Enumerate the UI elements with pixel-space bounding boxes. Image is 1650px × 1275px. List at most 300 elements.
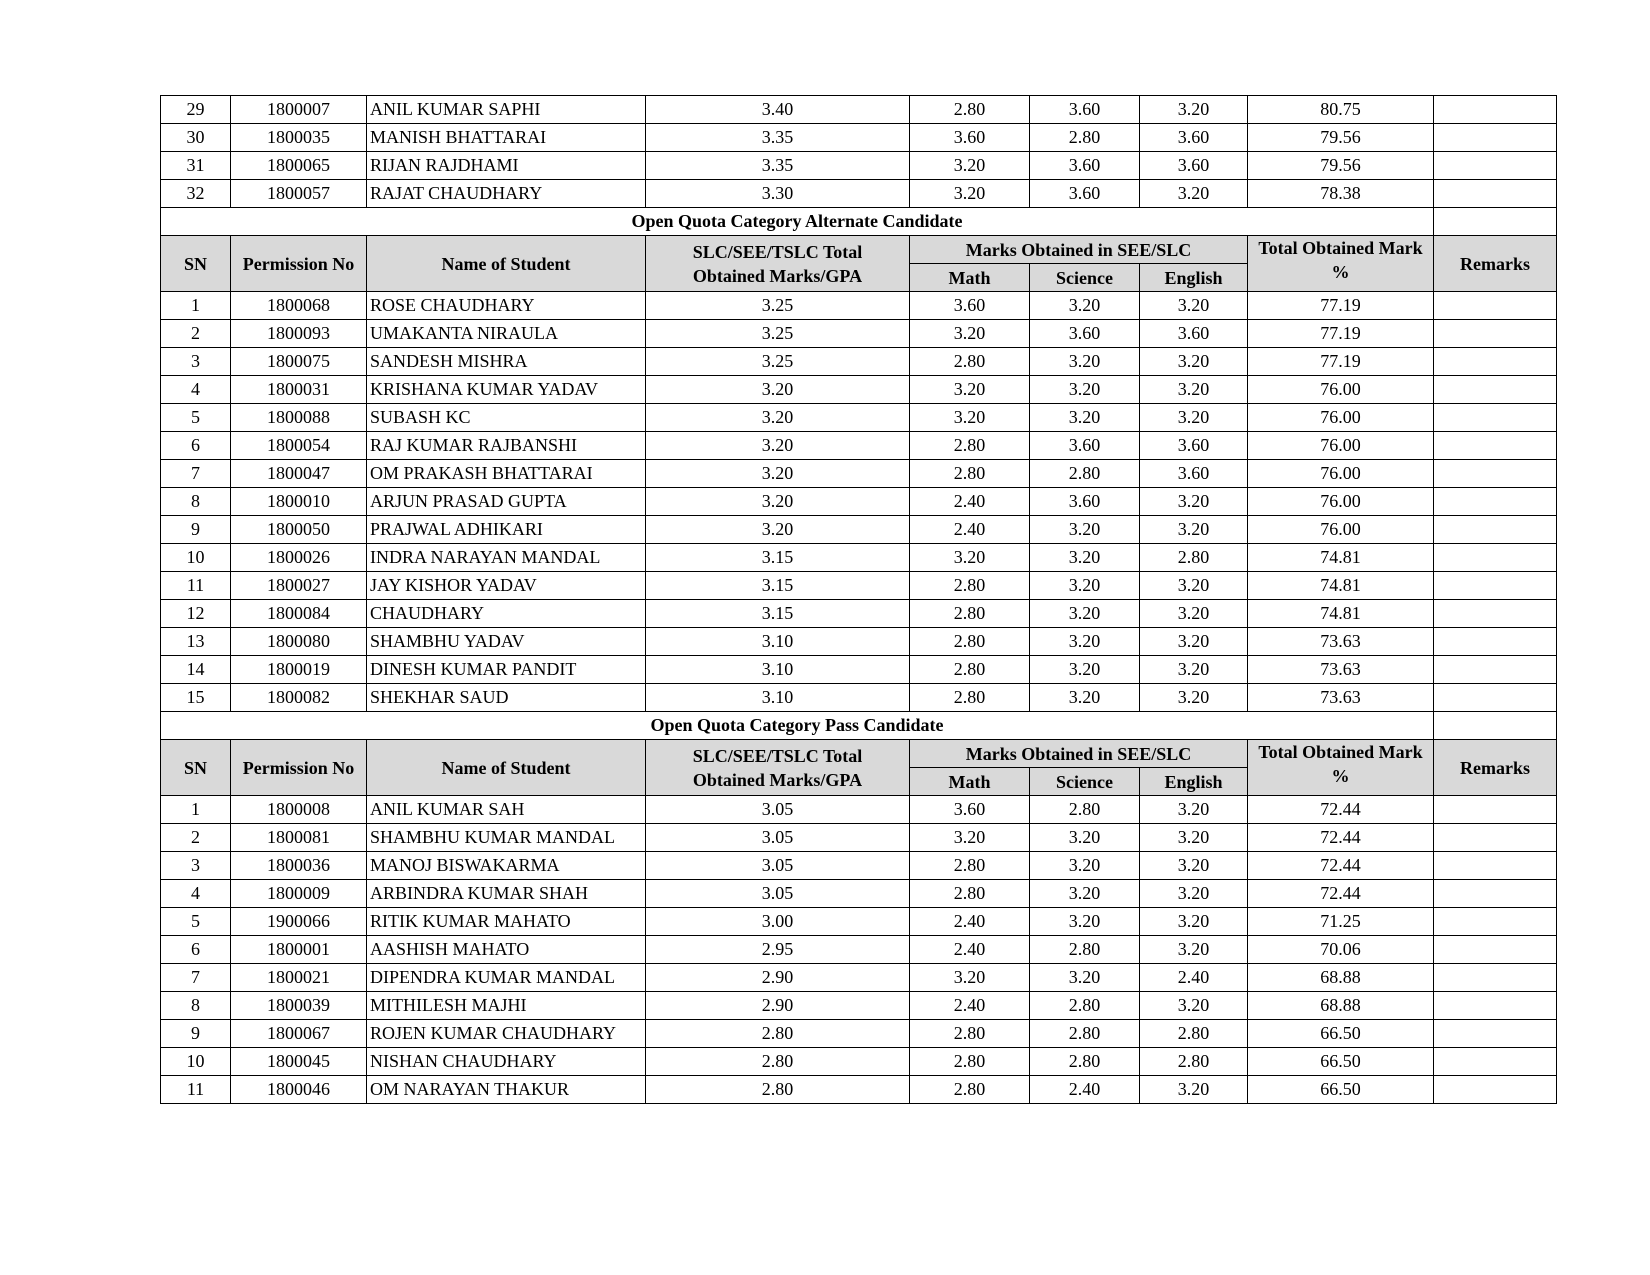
math-cell: 2.40 (910, 936, 1030, 964)
sn-header: SN (161, 740, 231, 796)
table-row (161, 1076, 1557, 1104)
marks-group-header: Marks Obtained in SEE/SLC (910, 236, 1248, 264)
math-cell: 3.20 (910, 964, 1030, 992)
science-cell: 2.80 (1030, 796, 1140, 824)
permission-no-cell: 1800080 (231, 628, 367, 656)
sn-cell: 8 (161, 992, 231, 1020)
english-cell: 3.20 (1140, 992, 1248, 1020)
science-cell: 3.20 (1030, 628, 1140, 656)
sn-header: SN (161, 236, 231, 292)
total-percent-cell: 66.50 (1248, 1048, 1434, 1076)
student-name-cell: RAJAT CHAUDHARY (367, 180, 646, 208)
table-row (161, 796, 1557, 824)
student-name-cell: NISHAN CHAUDHARY (367, 1048, 646, 1076)
gpa-cell: 3.25 (646, 348, 910, 376)
student-name-cell: PRAJWAL ADHIKARI (367, 516, 646, 544)
math-cell: 2.80 (910, 348, 1030, 376)
english-cell: 3.20 (1140, 488, 1248, 516)
science-cell: 3.20 (1030, 824, 1140, 852)
gpa-cell: 3.15 (646, 544, 910, 572)
table-row (161, 684, 1557, 712)
sn-cell: 14 (161, 656, 231, 684)
remarks-cell (1434, 124, 1557, 152)
remarks-cell (1434, 460, 1557, 488)
sn-cell: 30 (161, 124, 231, 152)
total-percent-cell: 73.63 (1248, 684, 1434, 712)
student-name-cell: OM PRAKASH BHATTARAI (367, 460, 646, 488)
math-cell: 2.80 (910, 684, 1030, 712)
remarks-header: Remarks (1434, 740, 1557, 796)
sn-cell: 3 (161, 852, 231, 880)
gpa-cell: 3.35 (646, 124, 910, 152)
english-cell: 3.60 (1140, 124, 1248, 152)
section-title: Open Quota Category Pass Candidate (161, 712, 1434, 740)
remarks-cell (1434, 516, 1557, 544)
remarks-cell (1434, 376, 1557, 404)
remarks-cell (1434, 488, 1557, 516)
math-cell: 3.20 (910, 544, 1030, 572)
english-cell: 3.60 (1140, 460, 1248, 488)
gpa-cell: 3.10 (646, 628, 910, 656)
math-cell: 2.80 (910, 656, 1030, 684)
student-name-cell: ANIL KUMAR SAPHI (367, 96, 646, 124)
sn-cell: 13 (161, 628, 231, 656)
sn-cell: 5 (161, 404, 231, 432)
permission-no-cell: 1800031 (231, 376, 367, 404)
sn-cell: 3 (161, 348, 231, 376)
remarks-cell (1434, 1076, 1557, 1104)
total-percent-cell: 76.00 (1248, 460, 1434, 488)
english-cell: 3.20 (1140, 1076, 1248, 1104)
science-cell: 3.20 (1030, 348, 1140, 376)
english-cell: 3.20 (1140, 404, 1248, 432)
gpa-header (646, 740, 910, 796)
math-cell: 3.60 (910, 292, 1030, 320)
table-row (161, 376, 1557, 404)
science-cell: 3.60 (1030, 180, 1140, 208)
science-cell: 3.20 (1030, 404, 1140, 432)
math-cell: 2.80 (910, 1076, 1030, 1104)
english-cell: 3.20 (1140, 516, 1248, 544)
sn-cell: 6 (161, 936, 231, 964)
table-row (161, 320, 1557, 348)
math-cell: 2.80 (910, 852, 1030, 880)
gpa-cell: 3.00 (646, 908, 910, 936)
gpa-cell: 3.05 (646, 852, 910, 880)
student-name-cell: RIJAN RAJDHAMI (367, 152, 646, 180)
sn-cell: 15 (161, 684, 231, 712)
math-cell: 3.60 (910, 124, 1030, 152)
permission-no-cell: 1800065 (231, 152, 367, 180)
table-row (161, 964, 1557, 992)
table-row (161, 124, 1557, 152)
student-name-cell: RITIK KUMAR MAHATO (367, 908, 646, 936)
student-name-cell: INDRA NARAYAN MANDAL (367, 544, 646, 572)
remarks-cell (1434, 348, 1557, 376)
sn-cell: 4 (161, 376, 231, 404)
student-name-cell: MANOJ BISWAKARMA (367, 852, 646, 880)
english-cell: 3.60 (1140, 152, 1248, 180)
student-name-cell: KRISHANA KUMAR YADAV (367, 376, 646, 404)
sn-cell: 29 (161, 96, 231, 124)
english-cell: 2.80 (1140, 544, 1248, 572)
gpa-header-line2: Obtained Marks/GPA (692, 769, 863, 790)
results-table (160, 95, 1557, 1104)
gpa-header (646, 236, 910, 292)
table-row (161, 600, 1557, 628)
science-cell: 3.20 (1030, 908, 1140, 936)
table-row (161, 908, 1557, 936)
english-cell: 3.20 (1140, 600, 1248, 628)
sn-cell: 2 (161, 320, 231, 348)
science-cell: 3.20 (1030, 376, 1140, 404)
total-percent-cell: 70.06 (1248, 936, 1434, 964)
student-name-cell: ROJEN KUMAR CHAUDHARY (367, 1020, 646, 1048)
english-cell: 3.20 (1140, 348, 1248, 376)
total-percent-cell: 76.00 (1248, 432, 1434, 460)
table-row (161, 992, 1557, 1020)
math-cell: 2.80 (910, 1048, 1030, 1076)
student-name-cell: UMAKANTA NIRAULA (367, 320, 646, 348)
total-percent-cell: 76.00 (1248, 404, 1434, 432)
permission-no-cell: 1800008 (231, 796, 367, 824)
total-percent-header-line2: % (1331, 262, 1350, 282)
sn-cell: 6 (161, 432, 231, 460)
section-title-remarks-spacer (1434, 712, 1557, 740)
remarks-cell (1434, 1020, 1557, 1048)
total-percent-cell: 71.25 (1248, 908, 1434, 936)
total-percent-cell: 72.44 (1248, 852, 1434, 880)
gpa-cell: 2.90 (646, 964, 910, 992)
section-title-row (161, 208, 1557, 236)
math-cell: 2.40 (910, 516, 1030, 544)
math-cell: 3.20 (910, 320, 1030, 348)
permission-no-cell: 1800093 (231, 320, 367, 348)
total-percent-cell: 76.00 (1248, 516, 1434, 544)
student-name-cell: AASHISH MAHATO (367, 936, 646, 964)
science-cell: 3.20 (1030, 516, 1140, 544)
total-percent-cell: 72.44 (1248, 880, 1434, 908)
remarks-cell (1434, 964, 1557, 992)
student-name-cell: ROSE CHAUDHARY (367, 292, 646, 320)
english-cell: 3.20 (1140, 572, 1248, 600)
remarks-cell (1434, 600, 1557, 628)
total-percent-header-line1: Total Obtained Mark (1258, 742, 1423, 762)
math-cell: 2.80 (910, 572, 1030, 600)
gpa-cell: 3.25 (646, 320, 910, 348)
english-cell: 3.20 (1140, 180, 1248, 208)
science-cell: 2.80 (1030, 936, 1140, 964)
student-name-cell: SANDESH MISHRA (367, 348, 646, 376)
english-cell: 2.80 (1140, 1020, 1248, 1048)
table-row (161, 516, 1557, 544)
gpa-cell: 2.80 (646, 1020, 910, 1048)
remarks-cell (1434, 544, 1557, 572)
remarks-cell (1434, 432, 1557, 460)
student-name-cell: SHEKHAR SAUD (367, 684, 646, 712)
sn-cell: 1 (161, 292, 231, 320)
math-header: Math (910, 264, 1030, 292)
math-cell: 3.20 (910, 824, 1030, 852)
remarks-cell (1434, 684, 1557, 712)
total-percent-header-line2: % (1331, 766, 1350, 786)
math-cell: 2.80 (910, 1020, 1030, 1048)
gpa-cell: 3.20 (646, 404, 910, 432)
math-cell: 2.80 (910, 432, 1030, 460)
gpa-cell: 3.20 (646, 376, 910, 404)
marks-group-header: Marks Obtained in SEE/SLC (910, 740, 1248, 768)
remarks-cell (1434, 152, 1557, 180)
english-header: English (1140, 264, 1248, 292)
total-percent-cell: 68.88 (1248, 964, 1434, 992)
remarks-cell (1434, 852, 1557, 880)
student-name-cell: MANISH BHATTARAI (367, 124, 646, 152)
science-header: Science (1030, 264, 1140, 292)
total-percent-cell: 73.63 (1248, 656, 1434, 684)
remarks-cell (1434, 292, 1557, 320)
science-cell: 3.20 (1030, 656, 1140, 684)
table-row (161, 1048, 1557, 1076)
english-cell: 3.20 (1140, 908, 1248, 936)
permission-no-cell: 1800007 (231, 96, 367, 124)
science-cell: 3.60 (1030, 432, 1140, 460)
gpa-cell: 3.05 (646, 796, 910, 824)
science-cell: 3.60 (1030, 96, 1140, 124)
total-percent-header (1248, 740, 1434, 796)
table-row (161, 656, 1557, 684)
permission-no-cell: 1800019 (231, 656, 367, 684)
table-row (161, 824, 1557, 852)
permission-no-cell: 1800082 (231, 684, 367, 712)
table-row (161, 544, 1557, 572)
total-percent-cell: 74.81 (1248, 572, 1434, 600)
remarks-cell (1434, 796, 1557, 824)
total-percent-cell: 74.81 (1248, 600, 1434, 628)
sn-cell: 9 (161, 1020, 231, 1048)
science-cell: 3.20 (1030, 600, 1140, 628)
sn-cell: 2 (161, 824, 231, 852)
table-row (161, 572, 1557, 600)
permission-no-cell: 1800001 (231, 936, 367, 964)
total-percent-cell: 80.75 (1248, 96, 1434, 124)
gpa-cell: 3.20 (646, 516, 910, 544)
permission-no-cell: 1900066 (231, 908, 367, 936)
sn-cell: 4 (161, 880, 231, 908)
english-cell: 2.40 (1140, 964, 1248, 992)
remarks-cell (1434, 656, 1557, 684)
gpa-cell: 3.20 (646, 432, 910, 460)
english-cell: 3.20 (1140, 824, 1248, 852)
remarks-cell (1434, 180, 1557, 208)
remarks-cell (1434, 992, 1557, 1020)
student-name-cell: SHAMBHU YADAV (367, 628, 646, 656)
english-cell: 3.20 (1140, 96, 1248, 124)
permission-no-cell: 1800036 (231, 852, 367, 880)
english-cell: 3.20 (1140, 880, 1248, 908)
gpa-cell: 3.30 (646, 180, 910, 208)
science-cell: 3.20 (1030, 852, 1140, 880)
sn-cell: 12 (161, 600, 231, 628)
table-row (161, 152, 1557, 180)
math-cell: 2.80 (910, 880, 1030, 908)
gpa-cell: 3.05 (646, 824, 910, 852)
header-row (161, 740, 1557, 768)
student-name-cell: OM NARAYAN THAKUR (367, 1076, 646, 1104)
sn-cell: 10 (161, 1048, 231, 1076)
permission-no-cell: 1800027 (231, 572, 367, 600)
permission-no-cell: 1800081 (231, 824, 367, 852)
math-cell: 2.40 (910, 488, 1030, 516)
table-row (161, 96, 1557, 124)
sn-cell: 11 (161, 1076, 231, 1104)
gpa-cell: 3.15 (646, 572, 910, 600)
english-cell: 3.60 (1140, 320, 1248, 348)
permission-no-cell: 1800050 (231, 516, 367, 544)
science-cell: 3.20 (1030, 684, 1140, 712)
gpa-cell: 2.90 (646, 992, 910, 1020)
english-cell: 3.20 (1140, 936, 1248, 964)
total-percent-cell: 68.88 (1248, 992, 1434, 1020)
sn-cell: 8 (161, 488, 231, 516)
table-row (161, 880, 1557, 908)
science-cell: 3.60 (1030, 488, 1140, 516)
remarks-header: Remarks (1434, 236, 1557, 292)
section-title: Open Quota Category Alternate Candidate (161, 208, 1434, 236)
total-percent-cell: 77.19 (1248, 320, 1434, 348)
table-row (161, 404, 1557, 432)
permission-no-cell: 1800026 (231, 544, 367, 572)
gpa-header-line1: SLC/SEE/TSLC Total (692, 745, 863, 766)
student-name-header: Name of Student (367, 236, 646, 292)
remarks-cell (1434, 96, 1557, 124)
permission-no-cell: 1800047 (231, 460, 367, 488)
total-percent-cell: 79.56 (1248, 124, 1434, 152)
total-percent-cell: 78.38 (1248, 180, 1434, 208)
remarks-cell (1434, 1048, 1557, 1076)
permission-no-cell: 1800046 (231, 1076, 367, 1104)
permission-no-cell: 1800088 (231, 404, 367, 432)
english-cell: 3.20 (1140, 684, 1248, 712)
science-header: Science (1030, 768, 1140, 796)
remarks-cell (1434, 320, 1557, 348)
gpa-cell: 3.35 (646, 152, 910, 180)
remarks-cell (1434, 404, 1557, 432)
table-row (161, 852, 1557, 880)
science-cell: 3.20 (1030, 544, 1140, 572)
math-cell: 2.80 (910, 628, 1030, 656)
science-cell: 3.60 (1030, 320, 1140, 348)
math-cell: 3.20 (910, 180, 1030, 208)
permission-no-cell: 1800075 (231, 348, 367, 376)
sn-cell: 31 (161, 152, 231, 180)
table-row (161, 488, 1557, 516)
english-cell: 3.20 (1140, 628, 1248, 656)
gpa-cell: 3.10 (646, 684, 910, 712)
gpa-cell: 3.20 (646, 488, 910, 516)
science-cell: 3.60 (1030, 152, 1140, 180)
sn-cell: 9 (161, 516, 231, 544)
gpa-cell: 2.80 (646, 1048, 910, 1076)
science-cell: 3.20 (1030, 572, 1140, 600)
gpa-cell: 3.40 (646, 96, 910, 124)
permission-no-header: Permission No (231, 740, 367, 796)
permission-no-cell: 1800009 (231, 880, 367, 908)
math-cell: 2.80 (910, 600, 1030, 628)
math-cell: 3.20 (910, 376, 1030, 404)
permission-no-cell: 1800067 (231, 1020, 367, 1048)
student-name-cell: MITHILESH MAJHI (367, 992, 646, 1020)
gpa-cell: 3.25 (646, 292, 910, 320)
table-row (161, 292, 1557, 320)
total-percent-cell: 77.19 (1248, 292, 1434, 320)
gpa-header-line1: SLC/SEE/TSLC Total (692, 241, 863, 262)
total-percent-cell: 66.50 (1248, 1076, 1434, 1104)
math-cell: 2.80 (910, 460, 1030, 488)
sn-cell: 11 (161, 572, 231, 600)
student-name-cell: ARBINDRA KUMAR SHAH (367, 880, 646, 908)
science-cell: 2.80 (1030, 992, 1140, 1020)
total-percent-cell: 72.44 (1248, 796, 1434, 824)
remarks-cell (1434, 628, 1557, 656)
total-percent-cell: 72.44 (1248, 824, 1434, 852)
math-cell: 3.60 (910, 796, 1030, 824)
english-cell: 3.60 (1140, 432, 1248, 460)
permission-no-cell: 1800039 (231, 992, 367, 1020)
sn-cell: 7 (161, 964, 231, 992)
gpa-header-line2: Obtained Marks/GPA (692, 265, 863, 286)
gpa-cell: 2.80 (646, 1076, 910, 1104)
total-percent-cell: 76.00 (1248, 376, 1434, 404)
science-cell: 2.80 (1030, 124, 1140, 152)
science-cell: 3.20 (1030, 880, 1140, 908)
math-cell: 3.20 (910, 152, 1030, 180)
student-name-cell: ANIL KUMAR SAH (367, 796, 646, 824)
english-cell: 3.20 (1140, 376, 1248, 404)
sn-cell: 32 (161, 180, 231, 208)
student-name-cell: RAJ KUMAR RAJBANSHI (367, 432, 646, 460)
table-row (161, 432, 1557, 460)
math-cell: 2.40 (910, 908, 1030, 936)
total-percent-header (1248, 236, 1434, 292)
science-cell: 2.80 (1030, 460, 1140, 488)
english-cell: 3.20 (1140, 796, 1248, 824)
permission-no-cell: 1800010 (231, 488, 367, 516)
math-cell: 3.20 (910, 404, 1030, 432)
student-name-cell: ARJUN PRASAD GUPTA (367, 488, 646, 516)
table-row (161, 628, 1557, 656)
section-title-remarks-spacer (1434, 208, 1557, 236)
gpa-cell: 3.10 (646, 656, 910, 684)
science-cell: 2.80 (1030, 1020, 1140, 1048)
total-percent-cell: 66.50 (1248, 1020, 1434, 1048)
permission-no-cell: 1800084 (231, 600, 367, 628)
student-name-cell: DIPENDRA KUMAR MANDAL (367, 964, 646, 992)
english-cell: 3.20 (1140, 852, 1248, 880)
total-percent-cell: 74.81 (1248, 544, 1434, 572)
total-percent-header-line1: Total Obtained Mark (1258, 238, 1423, 258)
permission-no-cell: 1800045 (231, 1048, 367, 1076)
math-cell: 2.40 (910, 992, 1030, 1020)
remarks-cell (1434, 936, 1557, 964)
math-header: Math (910, 768, 1030, 796)
permission-no-cell: 1800035 (231, 124, 367, 152)
student-name-cell: JAY KISHOR YADAV (367, 572, 646, 600)
gpa-cell: 2.95 (646, 936, 910, 964)
science-cell: 3.20 (1030, 964, 1140, 992)
results-sheet (160, 95, 1557, 1104)
sn-cell: 7 (161, 460, 231, 488)
remarks-cell (1434, 880, 1557, 908)
